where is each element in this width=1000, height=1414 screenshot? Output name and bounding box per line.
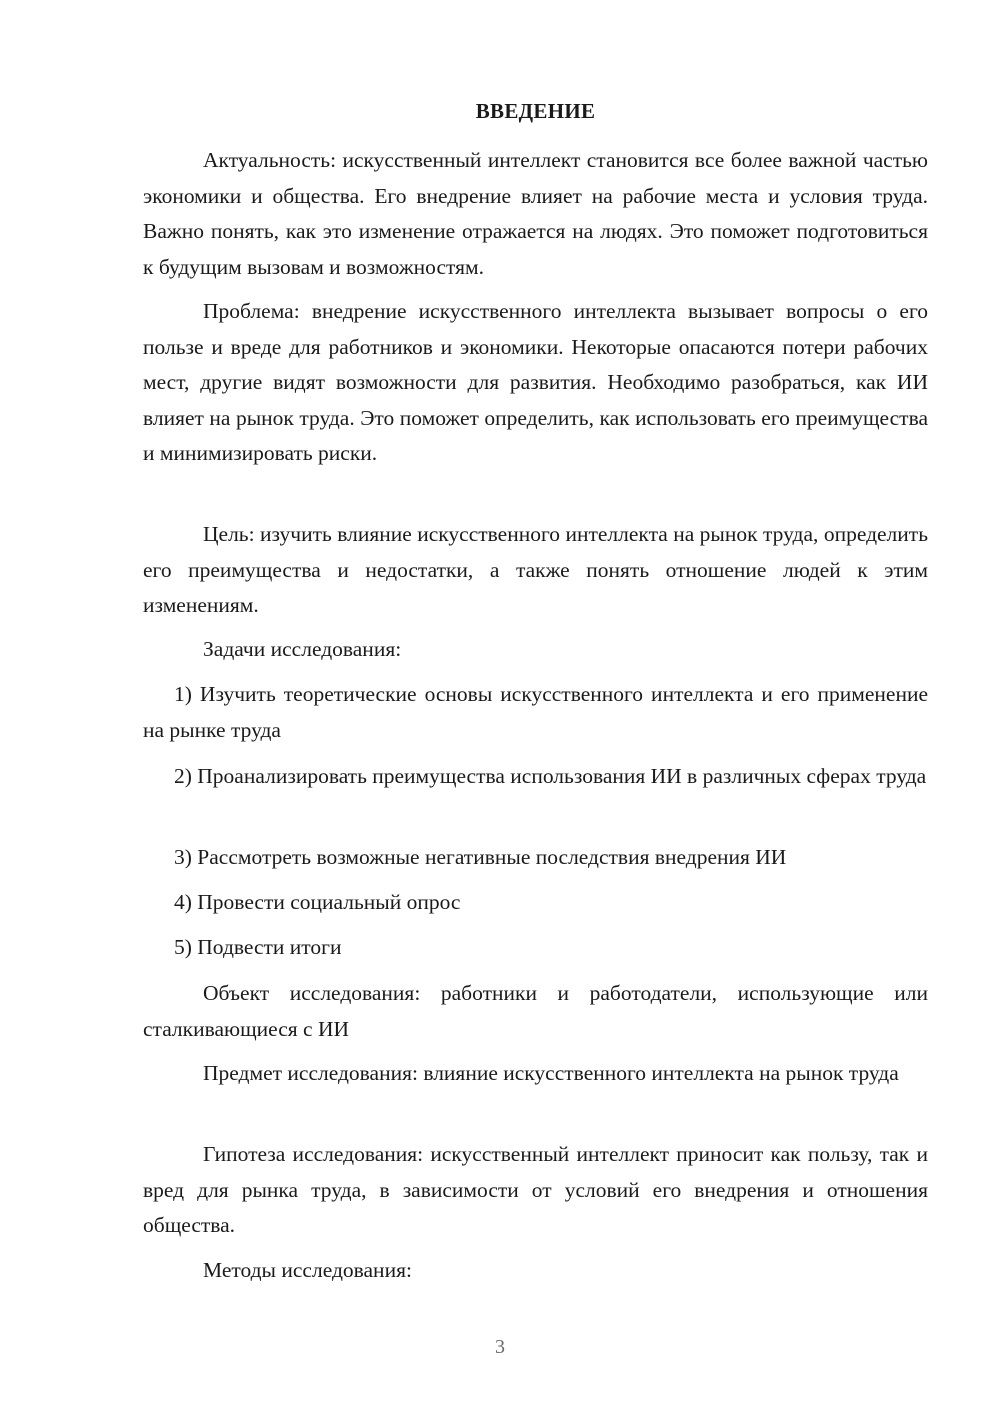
paragraph-relevance: Актуальность: искусственный интеллект становится все более важной частью экономики и общества. Его внедрение влияет на рабочие места и условия труда. Важно понять, как это изменение отражается на людях. Это поможет подготовиться к будущим вызовам и возможностям.	[143, 148, 928, 279]
paragraph-object: Объект исследования: работники и работодатели, использующие или сталкивающиеся с ИИ	[143, 981, 928, 1041]
page-title: ВВЕДЕНИЕ	[475, 99, 596, 123]
task-item-3: 3) Рассмотреть возможные негативные последствия внедрения ИИ	[174, 845, 787, 869]
task-item-2: 2) Проанализировать преимущества использования ИИ в различных сферах труда	[174, 764, 927, 788]
task-item-5: 5) Подвести итоги	[174, 935, 342, 959]
page-number: 3	[495, 1336, 505, 1358]
paragraph-subject: Предмет исследования: влияние искусственного интеллекта на рынок труда	[203, 1061, 899, 1085]
task-item-1: 1) Изучить теоретические основы искусственного интеллекта и его применение на рынке труда	[143, 682, 928, 742]
paragraph-goal: Цель: изучить влияние искусственного интеллекта на рынок труда, определить его преимущества и недостатки, а также понять отношение людей к этим изменениям.	[143, 522, 928, 617]
paragraph-tasks-heading: Задачи исследования:	[203, 637, 402, 661]
paragraph-hypothesis: Гипотеза исследования: искусственный интеллект приносит как пользу, так и вред для рынка труда, в зависимости от условий его внедрения и отношения общества.	[143, 1142, 928, 1237]
paragraph-problem: Проблема: внедрение искусственного интеллекта вызывает вопросы о его пользе и вреде для работников и экономики. Некоторые опасаются потери рабочих мест, другие видят возможности для развития. Необходимо разобраться, как ИИ влияет на рынок труда. Это поможет определить, как использовать его преимущества и минимизировать риски.	[143, 299, 928, 465]
task-item-4: 4) Провести социальный опрос	[174, 890, 461, 914]
paragraph-methods: Методы исследования:	[203, 1258, 412, 1282]
